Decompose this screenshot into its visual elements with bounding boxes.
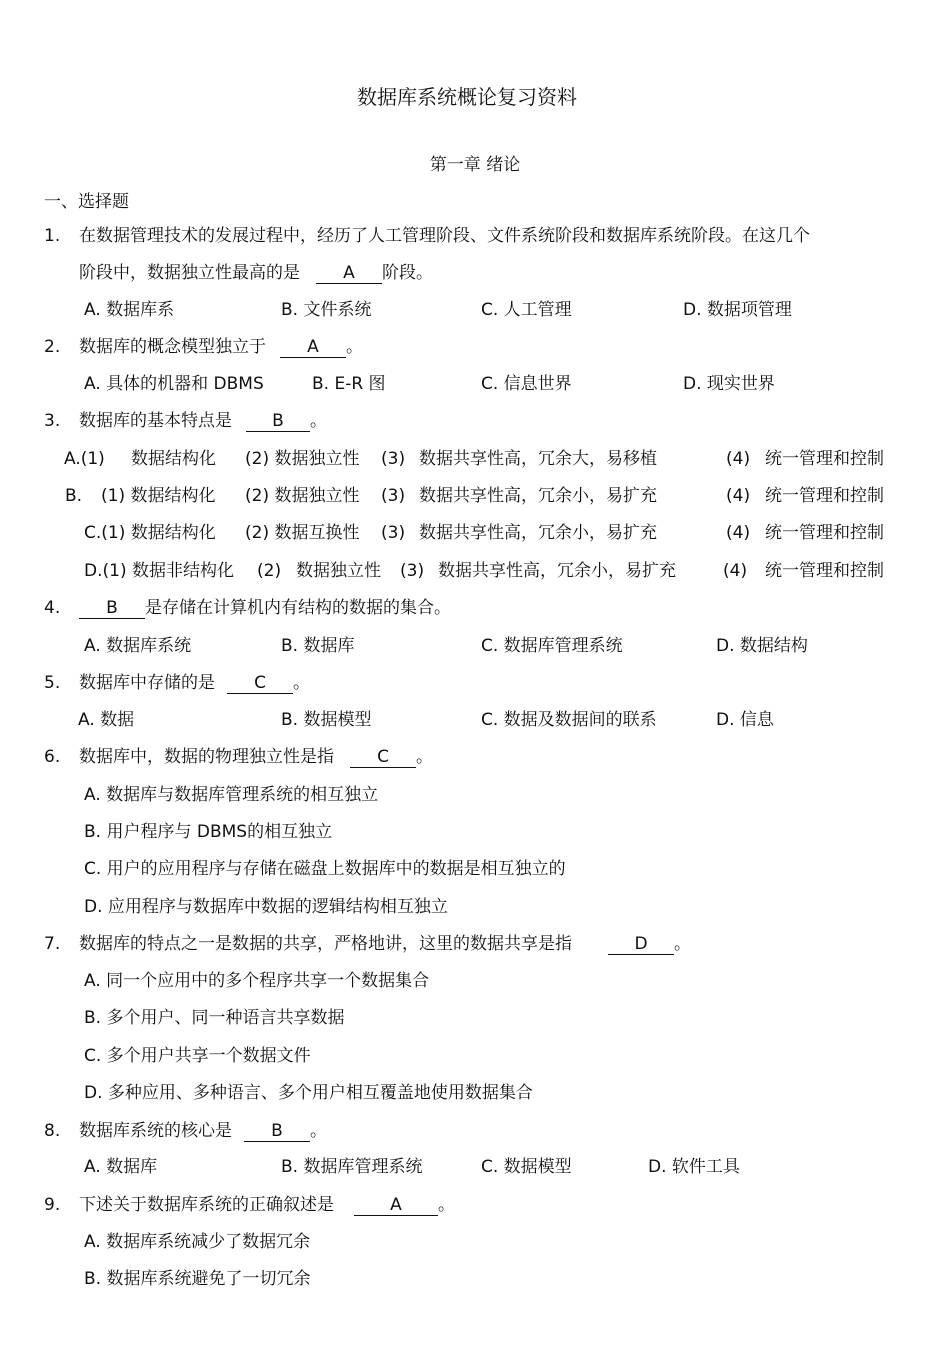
option-item: (4) [723,561,748,581]
option-item: (3) [381,523,406,543]
question-text-pre: 数据库的基本特点是 [79,411,232,431]
option: D. 现实世界 [683,374,775,394]
option: A. 同一个应用中的多个程序共享一个数据集合 [84,971,430,991]
option: B. 用户程序与 DBMS的相互独立 [84,822,333,842]
option-item: (4) [726,486,751,506]
option: B. E-R 图 [312,374,386,394]
question-text-post: 。 [310,411,327,431]
answer-blank: A [354,1195,438,1216]
option-item: (3) [381,486,406,506]
answer-blank: D [608,934,674,955]
option-item: (2) 数据独立性 [245,449,360,469]
question-text-post: 。 [438,1195,455,1215]
option: A. 数据库系统 [84,636,192,656]
question-number: 5. [44,673,61,693]
option: A. 数据库 [84,1157,158,1177]
option: D. 软件工具 [648,1157,740,1177]
option-item: (1) 数据结构化 [101,486,216,506]
answer-blank: C [350,747,416,768]
question-text-pre: 下述关于数据库系统的正确叙述是 [79,1195,334,1215]
option-item: (4) [726,523,751,543]
option: C. 用户的应用程序与存储在磁盘上数据库中的数据是相互独立的 [84,859,566,879]
question-number: 4. [44,598,61,618]
option: A. 具体的机器和 DBMS [84,374,264,394]
question-text-post: 。 [310,1121,327,1141]
option-item: 数据独立性 [296,561,381,581]
option: C. 人工管理 [481,300,572,320]
question-text [79,672,310,694]
question-text-pre: 阶段中，数据独立性最高的是 [79,263,300,283]
question-text-pre: 数据库中存储的是 [79,673,215,693]
option: A. 数据库系 [84,300,175,320]
answer-blank: B [244,1121,310,1142]
option-item: 数据共享性高，冗余小，易扩充 [438,561,676,581]
answer-blank: B [79,598,145,619]
option: C. 信息世界 [481,374,572,394]
option-item: (4) [726,449,751,469]
option-item: 统一管理和控制 [765,449,884,469]
option-item: 数据共享性高，冗余小，易扩充 [419,523,657,543]
option-item: 数据共享性高，冗余大，易移植 [419,449,657,469]
option: A. 数据库与数据库管理系统的相互独立 [84,785,379,805]
option-item: 数据结构化 [131,449,216,469]
option: D. 数据项管理 [683,300,792,320]
question-number: 8. [44,1121,61,1141]
option: D. 信息 [716,710,774,730]
option-item: (3) [381,449,406,469]
option-item: 数据共享性高，冗余小，易扩充 [419,486,657,506]
option-item: (2) 数据互换性 [245,523,360,543]
option: C. 数据库管理系统 [481,636,623,656]
question-number: 6. [44,747,61,767]
question-text-pre: 数据库系统的核心是 [79,1121,232,1141]
question-number: 3. [44,411,61,431]
question-text-pre: 数据库的特点之一是数据的共享，严格地讲，这里的数据共享是指 [79,934,572,954]
option-label: B. [65,486,83,506]
question-text-post: 。 [674,934,691,954]
option-item: (3) [400,561,425,581]
option: C. 多个用户共享一个数据文件 [84,1046,311,1066]
option: D. 应用程序与数据库中数据的逻辑结构相互独立 [84,897,448,917]
option: B. 文件系统 [281,300,372,320]
option: C. 数据模型 [481,1157,572,1177]
question-number: 2. [44,337,61,357]
question-number: 9. [44,1195,61,1215]
option: B. 数据库 [281,636,355,656]
option-item: (2) [257,561,282,581]
question-text-post: 阶段。 [382,263,433,283]
question-text [79,262,433,284]
question-text [79,597,451,619]
question-text-pre: 数据库中，数据的物理独立性是指 [79,747,334,767]
question-text-post: 是存储在计算机内有结构的数据的集合。 [145,598,451,618]
question-text [79,1120,327,1142]
question-number: 7. [44,934,61,954]
question-text-post: 。 [346,337,363,357]
section-heading: 一、选择题 [44,192,129,212]
answer-blank: C [227,673,293,694]
option-label: D.(1) 数据非结构化 [84,561,234,581]
question-number: 1. [44,226,61,246]
document-title: 数据库系统概论复习资料 [357,85,577,109]
option: A. 数据 [78,710,135,730]
option-label: A.(1) [64,449,105,469]
question-text-post: 。 [416,747,433,767]
option: B. 数据库管理系统 [281,1157,423,1177]
question-text [79,336,363,358]
option: B. 数据模型 [281,710,372,730]
answer-blank: A [280,337,346,358]
question-text: 在数据管理技术的发展过程中，经历了人工管理阶段、文件系统阶段和数据库系统阶段。在这几个 [79,226,810,246]
question-text-post: 。 [293,673,310,693]
question-text [79,410,327,432]
option: B. 多个用户、同一种语言共享数据 [84,1008,345,1028]
option-item: 统一管理和控制 [765,486,884,506]
question-text [79,933,691,955]
option: C. 数据及数据间的联系 [481,710,657,730]
question-text-pre: 数据库的概念模型独立于 [79,337,266,357]
option-item: 统一管理和控制 [765,561,884,581]
chapter-heading: 第一章 绪论 [429,155,521,175]
question-text [79,746,433,768]
option-label: C.(1) 数据结构化 [84,523,216,543]
answer-blank: A [316,263,382,284]
option: D. 数据结构 [716,636,808,656]
option-item: 统一管理和控制 [765,523,884,543]
answer-blank: B [246,411,310,432]
option-item: (2) 数据独立性 [245,486,360,506]
option: B. 数据库系统避免了一切冗余 [84,1269,311,1289]
option: A. 数据库系统减少了数据冗余 [84,1232,311,1252]
question-text [79,1194,455,1216]
option: D. 多种应用、多种语言、多个用户相互覆盖地使用数据集合 [84,1083,533,1103]
